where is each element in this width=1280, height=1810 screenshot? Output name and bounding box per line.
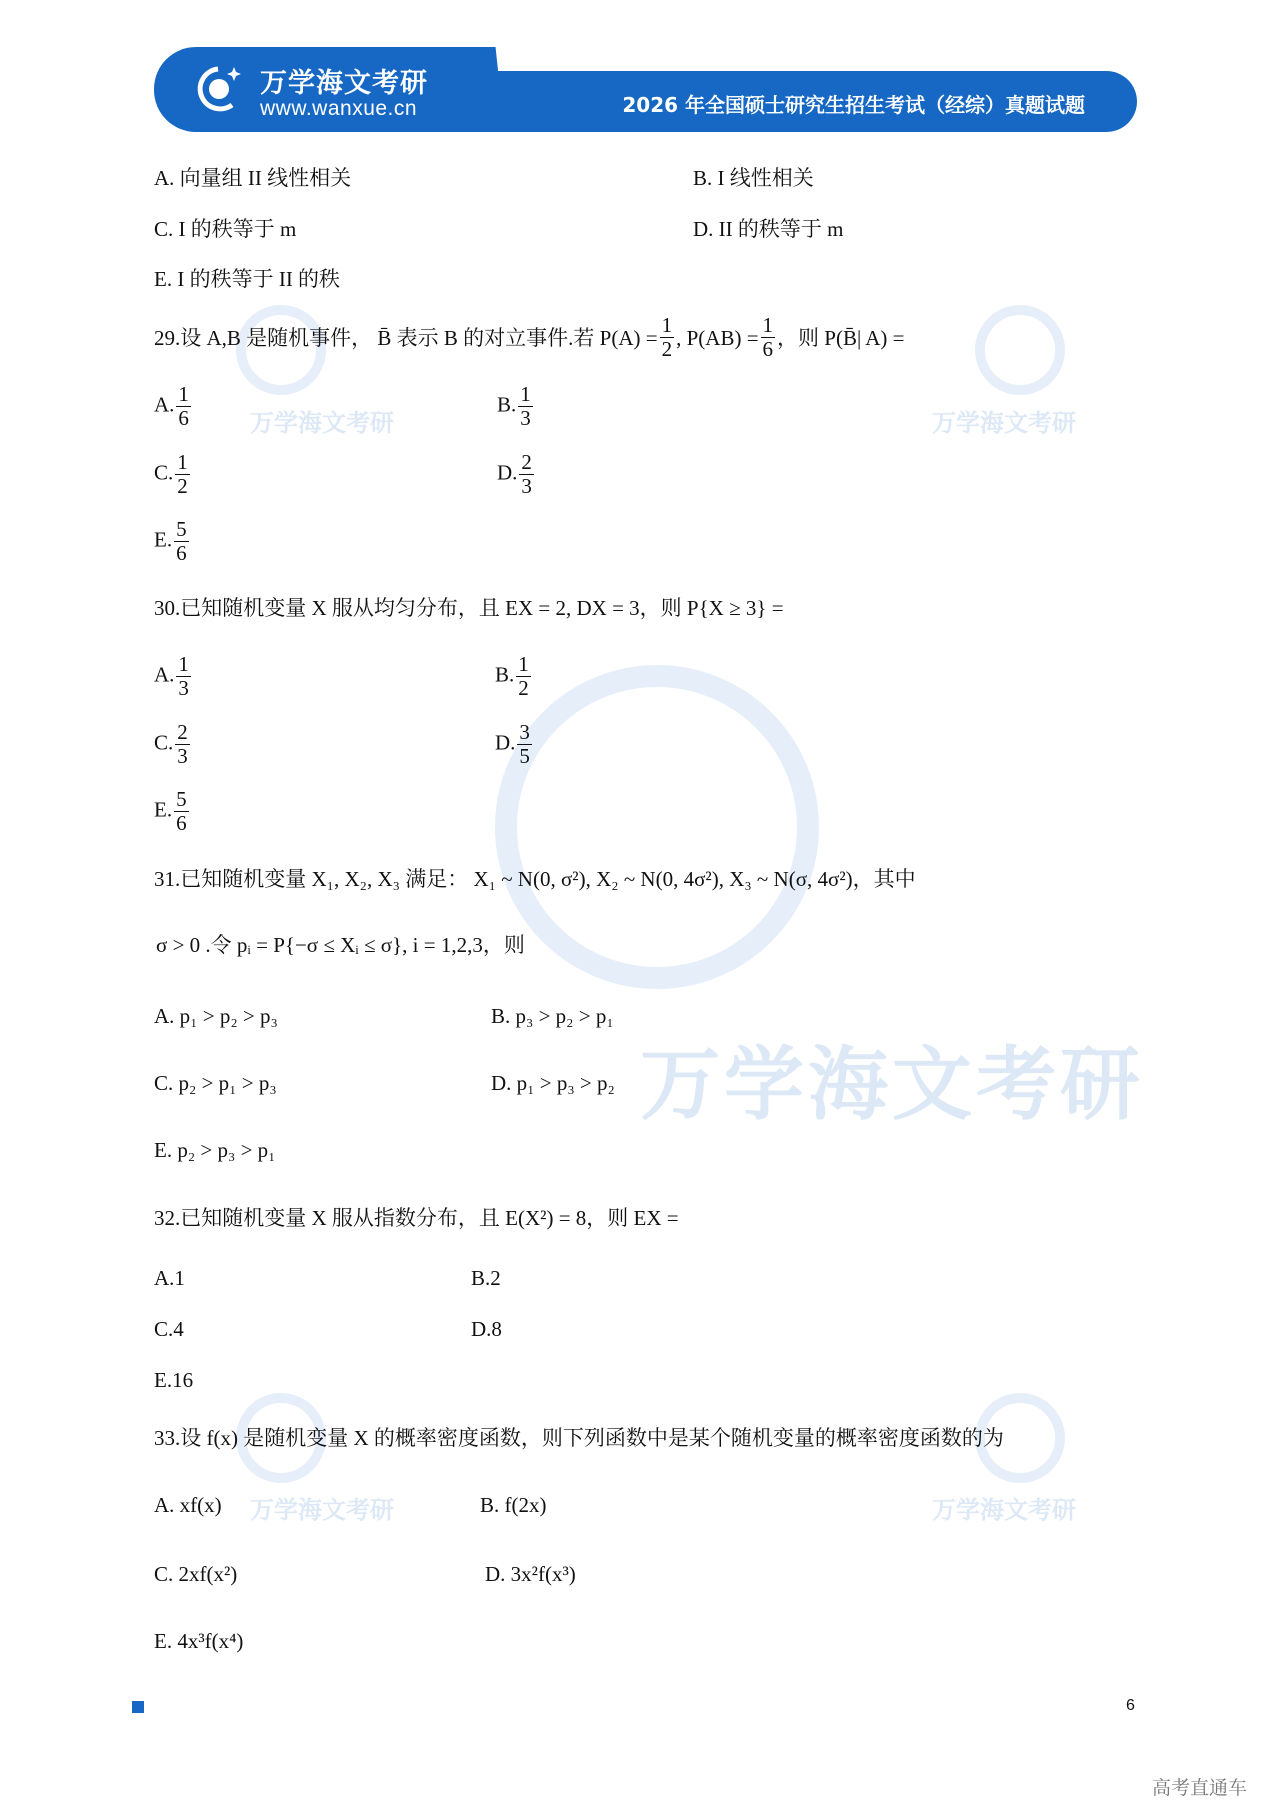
q31-stem-line1: 31.已知随机变量 X₁, X₂, X₃ 满足： X₁ ~ N(0, σ²), X₂ ~ N(0, 4σ²), X₃ ~ N(σ, 4σ²)，其中 — [154, 867, 916, 891]
footer-marker — [132, 1701, 144, 1713]
q28-option-c: C. I 的秩等于 m — [154, 217, 297, 241]
q30-stem: 30.已知随机变量 X 服从均匀分布，且 EX = 2, DX = 3，则 P{X ≥ 3} = — [154, 596, 784, 620]
fraction — [660, 314, 675, 361]
fraction — [174, 518, 189, 565]
option-label: B. — [497, 392, 517, 417]
q29-option-a — [154, 383, 193, 430]
q32-option-d: D.8 — [471, 1317, 502, 1341]
q32-option-c: C.4 — [154, 1317, 184, 1341]
denominator: 3 — [520, 406, 531, 430]
q32-option-e: E.16 — [154, 1368, 194, 1392]
option-label: A. — [154, 662, 175, 687]
q31-option-a: A. p₁ > p₂ > p₃ — [154, 1004, 278, 1028]
q29-stem — [154, 314, 905, 361]
fraction — [174, 788, 189, 835]
fraction — [517, 721, 532, 768]
option-label: E. — [154, 797, 173, 822]
denominator: 3 — [178, 676, 189, 700]
q33-option-c: C. 2xf(x²) — [154, 1562, 238, 1586]
fraction — [519, 451, 534, 498]
numerator: 1 — [661, 313, 673, 337]
denominator: 6 — [176, 541, 187, 565]
watermark-text-small: 万学海文考研 — [932, 409, 1076, 437]
option-label: D. — [495, 730, 516, 755]
q33-option-a: A. xf(x) — [154, 1493, 222, 1517]
q29-option-c — [154, 451, 192, 498]
q31-option-e: E. p₂ > p₃ > p₁ — [154, 1138, 276, 1162]
denominator: 3 — [521, 474, 532, 498]
q33-option-b: B. f(2x) — [480, 1493, 547, 1517]
q29-stem-part: , P(AB) = — [676, 325, 759, 350]
q30-option-a — [154, 653, 193, 700]
q29-option-b — [497, 383, 535, 430]
denominator: 2 — [177, 474, 188, 498]
page-number: 6 — [1126, 1697, 1135, 1714]
denominator: 6 — [762, 337, 774, 361]
q29-option-d — [497, 451, 536, 498]
q29-stem-part: ，则 P(B̄| A) = — [777, 325, 905, 350]
numerator: 5 — [176, 787, 187, 811]
q32-option-a: A.1 — [154, 1266, 185, 1290]
q31-stem-line2: σ > 0 .令 pᵢ = P{−σ ≤ Xᵢ ≤ σ}, i = 1,2,3，则 — [156, 933, 525, 957]
option-label: C. — [154, 460, 174, 485]
q33-option-d: D. 3x²f(x³) — [485, 1562, 576, 1586]
denominator: 3 — [177, 744, 188, 768]
watermark-text-small: 万学海文考研 — [250, 409, 394, 437]
q33-stem: 33.设 f(x) 是随机变量 X 的概率密度函数，则下列函数中是某个随机变量的概率密度函数的为 — [154, 1426, 1004, 1450]
q30-option-c — [154, 721, 192, 768]
option-label: C. — [154, 730, 174, 755]
q29-option-e — [154, 518, 191, 565]
q28-option-b: B. I 线性相关 — [693, 166, 814, 190]
denominator: 2 — [518, 676, 529, 700]
numerator: 2 — [177, 720, 188, 744]
watermark-text-small: 万学海文考研 — [250, 1496, 394, 1524]
denominator: 6 — [178, 406, 189, 430]
watermark-logo-small — [975, 305, 1065, 395]
numerator: 1 — [518, 652, 529, 676]
logo-text: 万学海文考研 — [260, 68, 428, 99]
document-title: 2026 年全国硕士研究生招生考试（经综）真题试题 — [622, 93, 1085, 117]
watermark-logo-large — [495, 665, 819, 989]
q30-option-b — [495, 653, 533, 700]
numerator: 5 — [176, 517, 187, 541]
logo-icon — [194, 63, 242, 115]
q28-option-e: E. I 的秩等于 II 的秩 — [154, 267, 341, 291]
numerator: 3 — [519, 720, 530, 744]
q31-option-b: B. p₃ > p₂ > p₁ — [491, 1004, 614, 1028]
q32-option-b: B.2 — [471, 1266, 501, 1290]
option-label: D. — [497, 460, 518, 485]
fraction — [761, 314, 776, 361]
logo-url: www.wanxue.cn — [260, 97, 418, 120]
page-header — [154, 47, 1137, 132]
q28-option-d: D. II 的秩等于 m — [693, 217, 844, 241]
fraction — [176, 653, 191, 700]
option-label: E. — [154, 527, 173, 552]
denominator: 5 — [519, 744, 530, 768]
fraction — [516, 653, 531, 700]
q30-option-e — [154, 788, 191, 835]
numerator: 1 — [177, 450, 188, 474]
q30-option-d — [495, 721, 534, 768]
watermark-text-small: 万学海文考研 — [932, 1496, 1076, 1524]
option-label: A. — [154, 392, 175, 417]
fraction — [175, 721, 190, 768]
corner-watermark: 高考直通车 — [1152, 1777, 1248, 1799]
numerator: 1 — [762, 313, 774, 337]
option-label: B. — [495, 662, 515, 687]
q28-option-a: A. 向量组 II 线性相关 — [154, 166, 352, 190]
q32-stem: 32.已知随机变量 X 服从指数分布，且 E(X²) = 8，则 EX = — [154, 1206, 679, 1230]
watermark-text-large: 万学海文考研 — [640, 1038, 1144, 1131]
fraction — [176, 383, 191, 430]
q31-option-c: C. p₂ > p₁ > p₃ — [154, 1071, 277, 1095]
q31-option-d: D. p₁ > p₃ > p₂ — [491, 1071, 615, 1095]
numerator: 1 — [178, 382, 189, 406]
denominator: 6 — [176, 811, 187, 835]
fraction — [175, 451, 190, 498]
numerator: 1 — [520, 382, 531, 406]
fraction — [518, 383, 533, 430]
numerator: 2 — [521, 450, 532, 474]
q33-option-e: E. 4x³f(x⁴) — [154, 1629, 244, 1653]
numerator: 1 — [178, 652, 189, 676]
q29-stem-part: 29.设 A,B 是随机事件， B̄ 表示 B 的对立事件.若 P(A) = — [154, 325, 658, 350]
denominator: 2 — [661, 337, 673, 361]
